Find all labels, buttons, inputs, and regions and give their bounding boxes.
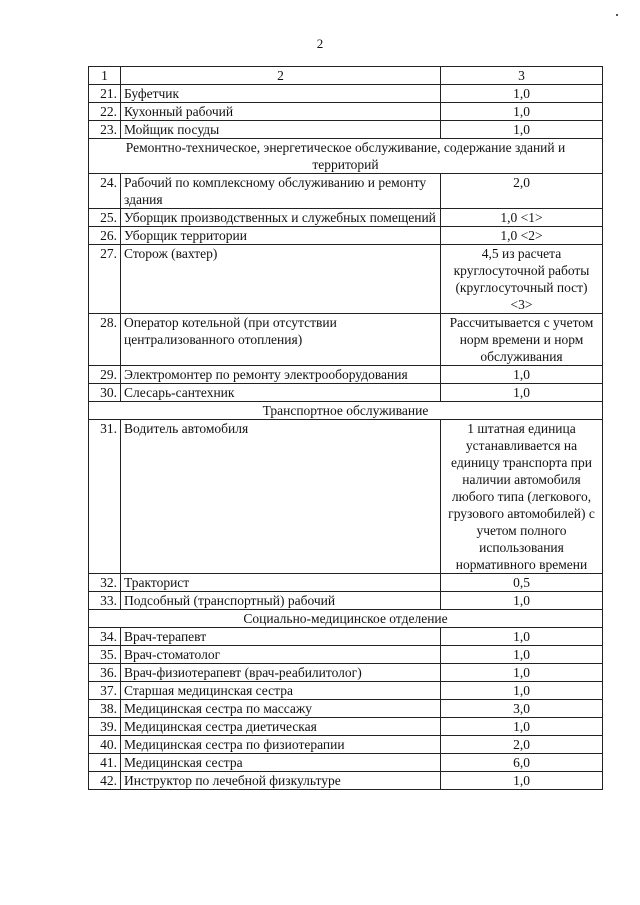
position-name: Мойщик посуды [121,121,441,139]
position-name: Буфетчик [121,85,441,103]
table-row [89,772,603,790]
position-name: Медицинская сестра [121,754,441,772]
position-name: Врач-терапевт [121,628,441,646]
staff-units: 1,0 [441,366,603,384]
staff-units: Рассчитывается с учетом норм времени и норм обслуживания [441,314,603,366]
header-cell: 1 [89,67,121,85]
row-number: 26. [89,227,121,245]
page-number: 2 [316,36,324,51]
header-cell: 3 [441,67,603,85]
position-name: Врач-физиотерапевт (врач-реабилитолог) [121,664,441,682]
row-number: 35. [89,646,121,664]
table-row [89,366,603,384]
staff-units: 1,0 [441,628,603,646]
position-name: Электромонтер по ремонту электрооборудования [121,366,441,384]
position-name: Медицинская сестра по физиотерапии [121,736,441,754]
position-name: Кухонный рабочий [121,103,441,121]
staff-units: 1,0 [441,772,603,790]
section-title: Транспортное обслуживание [89,402,603,420]
scan-speck [616,14,618,16]
table-row [89,245,603,314]
table-row [89,121,603,139]
table-row [89,664,603,682]
position-name: Врач-стоматолог [121,646,441,664]
table-row [89,174,603,209]
staff-units: 1,0 [441,646,603,664]
table-row [89,209,603,227]
row-number: 23. [89,121,121,139]
row-number: 36. [89,664,121,682]
position-name: Тракторист [121,574,441,592]
row-number: 22. [89,103,121,121]
position-name: Водитель автомобиля [121,420,441,574]
staff-units: 1,0 [441,121,603,139]
staff-units: 1,0 [441,682,603,700]
row-number: 21. [89,85,121,103]
row-number: 28. [89,314,121,366]
table-row [89,227,603,245]
row-number: 34. [89,628,121,646]
table-row [89,420,603,574]
staff-units: 1,0 [441,103,603,121]
position-name: Уборщик территории [121,227,441,245]
table-row [89,628,603,646]
staff-table [88,66,603,790]
row-number: 42. [89,772,121,790]
row-number: 24. [89,174,121,209]
row-number: 25. [89,209,121,227]
table-row [89,646,603,664]
staff-units: 1,0 [441,664,603,682]
position-name: Медицинская сестра диетическая [121,718,441,736]
row-number: 32. [89,574,121,592]
section-row [89,402,603,420]
staff-units: 1,0 <1> [441,209,603,227]
table-header-row [89,67,603,85]
staff-units: 1,0 [441,718,603,736]
section-row [89,139,603,174]
table-row [89,85,603,103]
staff-table-body [89,67,603,790]
row-number: 33. [89,592,121,610]
row-number: 29. [89,366,121,384]
table-row [89,682,603,700]
staff-units: 1,0 [441,85,603,103]
staff-units: 2,0 [441,736,603,754]
table-row [89,103,603,121]
table-row [89,754,603,772]
staff-units: 1,0 [441,592,603,610]
table-row [89,592,603,610]
row-number: 31. [89,420,121,574]
position-name: Уборщик производственных и служебных помещений [121,209,441,227]
row-number: 38. [89,700,121,718]
position-name: Инструктор по лечебной физкультуре [121,772,441,790]
table-row [89,700,603,718]
position-name: Слесарь-сантехник [121,384,441,402]
table-row [89,736,603,754]
table-row [89,314,603,366]
table-row [89,718,603,736]
row-number: 30. [89,384,121,402]
row-number: 41. [89,754,121,772]
staff-units: 6,0 [441,754,603,772]
section-title: Социально-медицинское отделение [89,610,603,628]
staff-units: 1 штатная единица устанавливается на единицу транспорта при наличии автомобиля любого типа (легкового, грузового автомобилей) с учетом полного использования нормативного времени [441,420,603,574]
row-number: 37. [89,682,121,700]
row-number: 40. [89,736,121,754]
row-number: 27. [89,245,121,314]
header-cell: 2 [121,67,441,85]
section-title: Ремонтно-техническое, энергетическое обслуживание, содержание зданий и территорий [89,139,603,174]
staff-units: 2,0 [441,174,603,209]
table-row [89,574,603,592]
position-name: Старшая медицинская сестра [121,682,441,700]
staff-units: 4,5 из расчета круглосуточной работы (круглосуточный пост) <3> [441,245,603,314]
staff-units: 0,5 [441,574,603,592]
position-name: Рабочий по комплексному обслуживанию и ремонту здания [121,174,441,209]
position-name: Медицинская сестра по массажу [121,700,441,718]
section-row [89,610,603,628]
staff-units: 3,0 [441,700,603,718]
position-name: Подсобный (транспортный) рабочий [121,592,441,610]
staff-units: 1,0 [441,384,603,402]
staff-units: 1,0 <2> [441,227,603,245]
position-name: Оператор котельной (при отсутствии централизованного отопления) [121,314,441,366]
row-number: 39. [89,718,121,736]
position-name: Сторож (вахтер) [121,245,441,314]
table-row [89,384,603,402]
